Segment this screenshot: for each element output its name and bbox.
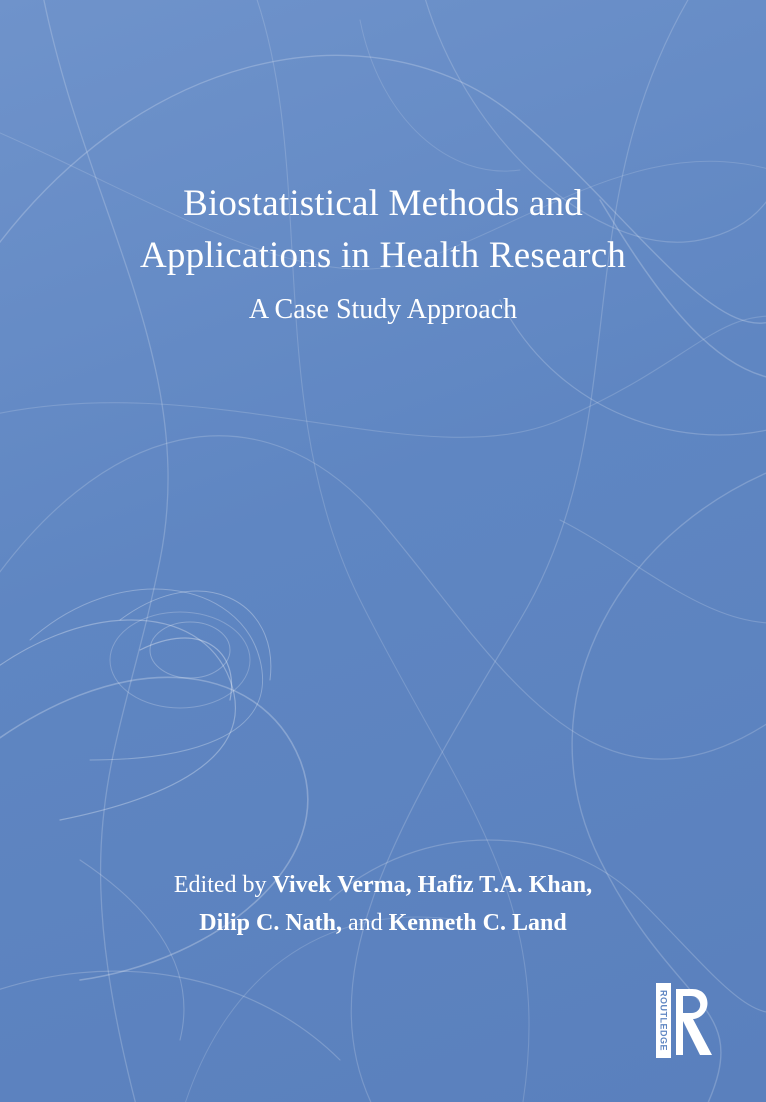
routledge-logo-icon	[656, 983, 714, 1058]
book-subtitle: A Case Study Approach	[248, 294, 518, 325]
editor-name-land: Kenneth C. Land	[388, 910, 567, 936]
routledge-logo-text: ROUTLEDGE	[658, 989, 669, 1052]
editors-block	[0, 866, 766, 942]
title-block	[0, 178, 766, 330]
book-title-line-1: Biostatistical Methods and	[183, 183, 583, 224]
editors-prefix: Edited by	[173, 872, 273, 898]
editors-line-2	[0, 904, 766, 942]
book-title-line-2: Applications in Health Research	[139, 235, 627, 276]
editor-name-nath: Dilip C. Nath,	[199, 910, 342, 936]
editors-and: and	[341, 910, 389, 936]
editors-line-1	[0, 866, 766, 904]
editor-names-1: Vivek Verma, Hafiz T.A. Khan,	[272, 872, 593, 898]
